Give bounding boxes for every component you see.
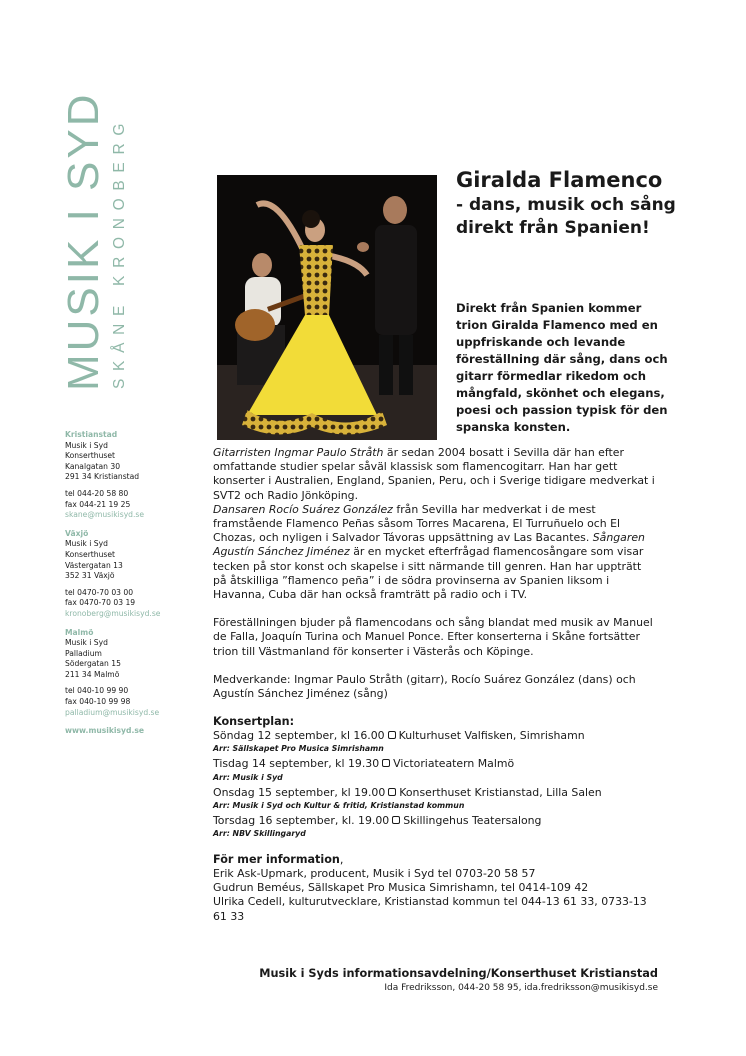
event-organizer: Arr: Musik i Syd: [213, 772, 283, 782]
office-email[interactable]: kronoberg@musikisyd.se: [65, 608, 161, 618]
guitarist-text: är sedan 2004 bosatt i Sevilla där han efter omfattande studier spelar såväl klassisk som flamencogitarr. Han har gett konserter i Australien, England, Spanien, Peru, och i Sverige tidigare medverkat i SVT2 och Radio Jönköping.: [213, 446, 655, 502]
office-line: 211 34 Malmö: [65, 669, 120, 679]
info-heading: För mer information,: [213, 853, 344, 867]
office-city: Kristianstad: [65, 430, 118, 439]
flamenco-photo: [217, 175, 437, 440]
singer-text: är en mycket efterfrågad flamencosångare som visar tecken på stor konst och skapelse i sitt närmande till genren. Han har uppträtt på åtskilliga ”flamenco peña” i de södra provinserna av Spanien liksom i Havanna, Cuba där han också framträtt på radio och i TV.: [213, 545, 644, 602]
office-line: Södergatan 15: [65, 659, 121, 669]
office-city: Växjö: [65, 528, 89, 538]
square-bullet-icon: [382, 759, 390, 767]
artists-paragraph: [213, 446, 658, 602]
office-fax: fax 044-21 19 25: [65, 499, 131, 509]
office-line: Konserthuset: [65, 549, 116, 559]
logo-sub-text: SKÅNE KRONOBERG: [111, 115, 128, 389]
event-organizer: Arr: Musik i Syd och Kultur & fritid, Kristianstad kommun: [213, 800, 465, 810]
performers-paragraph: Medverkande: Ingmar Paulo Stråth (gitarr), Rocío Suárez González (dans) och Agustín Sánchez Jiménez (sång): [213, 672, 636, 701]
page-title: [456, 166, 706, 240]
event-venue: Victoriateatern Malmö: [393, 757, 515, 771]
info-contact: Gudrun Beméus, Sällskapet Pro Musica Simrishamn, tel 0414-109 42: [213, 881, 589, 895]
title-sub: - dans, musik och sång direkt från Spanien!: [456, 195, 676, 238]
event-date: Torsdag 16 september, kl. 19.00: [213, 813, 390, 827]
office-tel: tel 040-10 99 90: [65, 686, 129, 696]
office-fax: fax 040-10 99 98: [65, 697, 131, 707]
schedule-event: [213, 786, 658, 800]
footer: [259, 966, 658, 995]
office-malmo: [65, 628, 205, 719]
square-bullet-icon: [388, 731, 396, 739]
office-tel: tel 0470-70 03 00: [65, 587, 134, 597]
more-info: [213, 853, 658, 924]
office-fax: fax 0470-70 03 19: [65, 598, 136, 608]
office-line: 352 31 Växjö: [65, 571, 115, 581]
program-paragraph: Föreställningen bjuder på flamencodans och sång blandat med musik av Manuel de Falla, Joaquín Turina och Manuel Ponce. Efter konserterna i Skåne fortsätter trion till Västmanland för konserter i Västerås och Köpinge.: [213, 616, 653, 658]
lead-paragraph: Direkt från Spanien kommer trion Giralda Flamenco med en uppfriskande och levande föreställning där sång, dans och gitarr förmedlar rikedom och mångfald, skönhet och elegans, poesi och passion typisk för den spanska konsten.: [456, 301, 668, 434]
singer-name: Sångaren Agustín Sánchez Jiménez: [213, 531, 645, 559]
guitarist-name: Gitarristen Ingmar Paulo Stråth: [213, 446, 384, 459]
office-tel: tel 044-20 58 80: [65, 488, 129, 498]
schedule-heading: Konsertplan:: [213, 715, 295, 729]
schedule-event: [213, 729, 658, 743]
body-text: [213, 446, 658, 924]
logo-main-text: MUSIK I SYD: [60, 95, 108, 391]
event-organizer: Arr: NBV Skillingaryd: [213, 829, 306, 839]
office-line: Konserthuset: [65, 451, 116, 461]
office-vaxjo: [65, 529, 205, 620]
footer-contact: Ida Fredriksson, 044-20 58 95, ida.fredriksson@musikisyd.se: [384, 983, 658, 993]
office-line: 291 34 Kristianstad: [65, 472, 140, 482]
info-contact: Erik Ask-Upmark, producent, Musik i Syd tel 0703-20 58 57: [213, 867, 536, 881]
event-date: Tisdag 14 september, kl 19.30: [213, 757, 380, 771]
dancer-name: Dansaren Rocío Suárez González: [213, 502, 393, 516]
office-line: Kanalgatan 30: [65, 461, 121, 471]
office-email[interactable]: skane@musikisyd.se: [65, 510, 145, 520]
event-venue: Konserthuset Kristianstad, Lilla Salen: [399, 785, 602, 799]
square-bullet-icon: [388, 788, 396, 796]
office-email[interactable]: palladium@musikisyd.se: [65, 707, 160, 717]
event-venue: Kulturhuset Valfisken, Simrishamn: [398, 729, 585, 743]
office-line: Musik i Syd: [65, 440, 108, 450]
title-main: Giralda Flamenco: [456, 168, 663, 192]
office-line: Palladium: [65, 648, 102, 658]
contact-sidebar: [65, 430, 205, 737]
schedule-event: [213, 814, 658, 828]
square-bullet-icon: [392, 816, 400, 824]
info-contact: Ulrika Cedell, kulturutvecklare, Kristianstad kommun tel 044-13 61 33, 0733-13 61 33: [213, 895, 647, 923]
office-kristianstad: [65, 430, 205, 521]
office-line: Musik i Syd: [65, 539, 108, 549]
office-line: Västergatan 13: [65, 560, 123, 570]
footer-department: Musik i Syds informationsavdelning/Konserthuset Kristianstad: [259, 967, 658, 980]
event-date: Söndag 12 september, kl 16.00: [213, 729, 385, 743]
event-organizer: Arr: Sällskapet Pro Musica Simrishamn: [213, 744, 384, 754]
concert-schedule: [213, 715, 658, 839]
website-link[interactable]: www.musikisyd.se: [65, 726, 144, 736]
office-line: Musik i Syd: [65, 638, 108, 648]
schedule-event: [213, 757, 658, 771]
event-venue: Skillingehus Teatersalong: [403, 813, 542, 827]
dancer-text: från Sevilla har medverkat i de mest framstående Flamenco Peñas såsom Torres Macarena, El Turruñuelo och El Chozas, och nyligen i Salvador Távoras uppsättning av Las Bacantes.: [213, 502, 621, 545]
musik-i-syd-logo: [60, 95, 130, 395]
event-date: Onsdag 15 september, kl 19.00: [213, 785, 386, 799]
office-city: Malmö: [65, 627, 94, 637]
